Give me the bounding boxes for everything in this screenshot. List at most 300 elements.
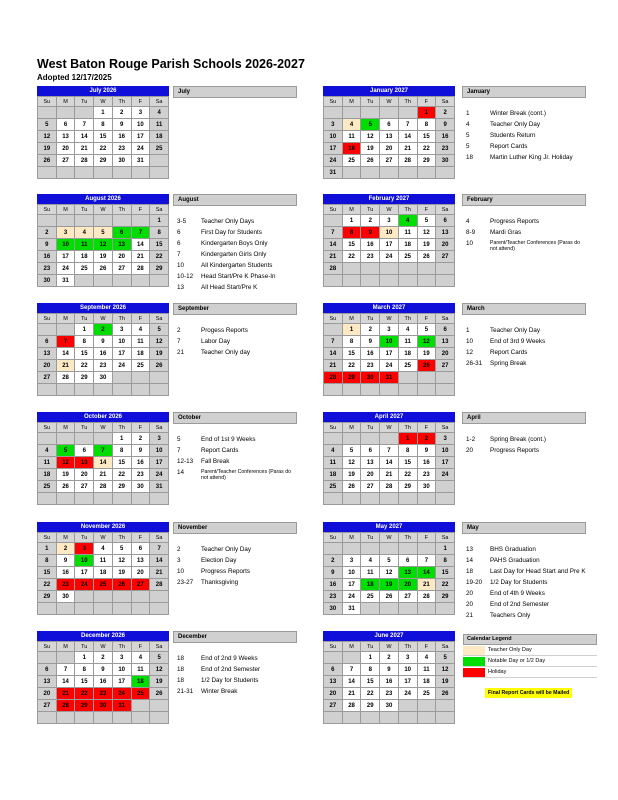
day-cell: 11 xyxy=(131,336,150,348)
weekday-header: Sa xyxy=(150,205,169,215)
month-events xyxy=(173,522,297,587)
day-cell: 18 xyxy=(398,348,417,360)
day-cell: 3 xyxy=(75,543,94,555)
day-cell: 10 xyxy=(342,567,361,579)
day-cell: 14 xyxy=(75,131,94,143)
event-item xyxy=(173,436,297,444)
event-text: BHS Graduation xyxy=(490,546,536,553)
event-item xyxy=(173,349,297,357)
day-cell xyxy=(150,700,169,712)
week-row xyxy=(324,445,455,457)
week-row xyxy=(324,579,455,591)
weekday-header: Th xyxy=(112,97,131,107)
day-cell: 21 xyxy=(417,579,436,591)
events-month-title: December xyxy=(173,631,297,643)
event-text: Parent/Teacher Conferences (Paras do not attend) xyxy=(490,240,580,252)
week-row xyxy=(38,143,169,155)
weekday-header: Th xyxy=(398,533,417,543)
day-cell xyxy=(324,493,343,505)
day-cell: 16 xyxy=(38,251,57,263)
weekday-header: M xyxy=(56,97,75,107)
day-cell: 26 xyxy=(417,360,436,372)
day-cell xyxy=(150,372,169,384)
event-item xyxy=(462,154,586,162)
day-cell: 25 xyxy=(150,143,169,155)
day-cell: 9 xyxy=(94,664,113,676)
day-cell: 14 xyxy=(324,348,343,360)
month-calendar xyxy=(37,412,169,505)
day-cell: 9 xyxy=(324,567,343,579)
event-text: 1/2 Day for Students xyxy=(201,677,259,684)
day-cell: 10 xyxy=(324,131,343,143)
event-text: End of 1st 9 Weeks xyxy=(201,436,256,443)
day-cell: 11 xyxy=(361,567,380,579)
day-cell: 30 xyxy=(38,275,57,287)
day-cell: 11 xyxy=(94,555,113,567)
day-cell xyxy=(398,275,417,287)
event-date: 18 xyxy=(466,568,474,575)
event-item xyxy=(173,557,297,565)
day-cell: 23 xyxy=(361,360,380,372)
weekday-header: Tu xyxy=(75,642,94,652)
day-cell: 31 xyxy=(56,275,75,287)
day-cell: 7 xyxy=(380,445,399,457)
day-cell: 22 xyxy=(436,579,455,591)
month-header: February 2027 xyxy=(323,194,455,204)
day-cell: 22 xyxy=(75,688,94,700)
event-date: 20 xyxy=(466,601,474,608)
day-cell: 6 xyxy=(436,215,455,227)
day-cell: 20 xyxy=(436,239,455,251)
month-header: August 2026 xyxy=(37,194,169,204)
event-item xyxy=(462,360,586,368)
day-cell: 30 xyxy=(131,481,150,493)
day-cell: 19 xyxy=(417,239,436,251)
day-cell: 4 xyxy=(131,652,150,664)
day-cell: 12 xyxy=(56,457,75,469)
week-row xyxy=(38,445,169,457)
event-date: 6 xyxy=(177,229,181,236)
day-cell: 29 xyxy=(150,263,169,275)
day-cell: 24 xyxy=(112,360,131,372)
week-row xyxy=(38,591,169,603)
weekday-header: W xyxy=(380,423,399,433)
week-row xyxy=(324,555,455,567)
events-month-title: May xyxy=(462,522,586,534)
day-cell xyxy=(38,493,57,505)
day-cell: 13 xyxy=(380,131,399,143)
day-cell: 1 xyxy=(342,324,361,336)
day-cell xyxy=(380,275,399,287)
week-row xyxy=(38,543,169,555)
day-cell xyxy=(380,543,399,555)
day-cell xyxy=(324,712,343,724)
day-cell: 9 xyxy=(380,664,399,676)
day-cell: 8 xyxy=(150,227,169,239)
day-cell: 11 xyxy=(398,336,417,348)
events-month-title: March xyxy=(462,303,586,315)
week-row xyxy=(38,360,169,372)
day-cell: 18 xyxy=(75,251,94,263)
event-text: Teacher Only Day xyxy=(201,546,252,553)
day-cell: 11 xyxy=(398,227,417,239)
day-cell: 12 xyxy=(112,555,131,567)
day-cell xyxy=(112,591,131,603)
day-cell xyxy=(112,215,131,227)
day-cell: 21 xyxy=(398,143,417,155)
day-cell xyxy=(324,215,343,227)
day-cell: 8 xyxy=(342,227,361,239)
day-cell xyxy=(75,712,94,724)
day-cell xyxy=(112,603,131,615)
event-text: Winter Break (cont.) xyxy=(490,110,546,117)
event-item xyxy=(462,557,586,565)
day-cell xyxy=(342,167,361,179)
day-cell: 24 xyxy=(150,469,169,481)
day-cell: 5 xyxy=(38,119,57,131)
month-header: March 2027 xyxy=(323,303,455,313)
week-row xyxy=(38,324,169,336)
week-row xyxy=(324,664,455,676)
event-item xyxy=(173,546,297,554)
day-cell xyxy=(324,324,343,336)
day-cell xyxy=(436,275,455,287)
legend-label: Notable Day or 1/2 Day xyxy=(488,658,546,664)
weekday-header: Sa xyxy=(150,314,169,324)
day-cell: 13 xyxy=(75,457,94,469)
day-cell: 1 xyxy=(342,215,361,227)
final-report-note: Final Report Cards will be Mailed xyxy=(485,688,572,698)
day-cell: 23 xyxy=(436,143,455,155)
month-events xyxy=(173,412,297,481)
day-cell: 12 xyxy=(417,227,436,239)
day-cell: 20 xyxy=(398,579,417,591)
day-cell: 11 xyxy=(324,457,343,469)
month-header: May 2027 xyxy=(323,522,455,532)
day-cell: 24 xyxy=(324,155,343,167)
day-cell: 19 xyxy=(361,143,380,155)
week-row xyxy=(324,603,455,615)
day-cell: 20 xyxy=(38,360,57,372)
day-cell: 12 xyxy=(361,131,380,143)
day-cell: 4 xyxy=(398,215,417,227)
day-cell: 18 xyxy=(324,469,343,481)
weekday-header: Sa xyxy=(436,533,455,543)
day-cell xyxy=(436,167,455,179)
week-row xyxy=(38,167,169,179)
event-item xyxy=(173,273,297,281)
event-date: 10 xyxy=(466,338,474,345)
day-cell xyxy=(417,263,436,275)
week-row xyxy=(324,239,455,251)
day-cell: 20 xyxy=(361,469,380,481)
adopted-date: Adopted 12/17/2025 xyxy=(37,73,112,82)
day-cell xyxy=(150,167,169,179)
day-cell: 6 xyxy=(324,664,343,676)
week-row xyxy=(324,263,455,275)
event-text: Report Cards xyxy=(201,447,239,454)
day-cell: 2 xyxy=(56,543,75,555)
calendar-legend xyxy=(463,634,597,698)
month-calendar xyxy=(323,522,455,615)
day-cell: 4 xyxy=(342,119,361,131)
day-cell xyxy=(56,493,75,505)
event-item xyxy=(173,458,297,466)
weekday-header: Th xyxy=(398,423,417,433)
day-cell: 11 xyxy=(131,664,150,676)
event-text: Teachers Only xyxy=(490,612,531,619)
day-cell: 3 xyxy=(131,107,150,119)
day-cell: 12 xyxy=(150,664,169,676)
day-cell: 14 xyxy=(56,348,75,360)
day-cell: 17 xyxy=(75,567,94,579)
day-cell: 5 xyxy=(150,652,169,664)
day-cell: 19 xyxy=(380,579,399,591)
day-cell xyxy=(436,603,455,615)
day-cell: 15 xyxy=(398,457,417,469)
week-row xyxy=(324,433,455,445)
day-cell: 4 xyxy=(361,555,380,567)
day-cell: 6 xyxy=(38,664,57,676)
weekday-header: Sa xyxy=(150,423,169,433)
event-date: 5 xyxy=(177,436,181,443)
day-cell: 10 xyxy=(150,445,169,457)
week-row xyxy=(324,215,455,227)
month-calendar xyxy=(37,522,169,615)
day-cell: 31 xyxy=(131,155,150,167)
event-item xyxy=(462,240,586,252)
week-row xyxy=(324,591,455,603)
day-cell xyxy=(342,275,361,287)
month-header: November 2026 xyxy=(37,522,169,532)
day-cell: 12 xyxy=(342,457,361,469)
event-date: 1 xyxy=(466,110,470,117)
day-cell: 21 xyxy=(150,567,169,579)
day-cell: 21 xyxy=(324,251,343,263)
month-events xyxy=(462,522,586,620)
day-cell: 29 xyxy=(436,591,455,603)
day-cell: 5 xyxy=(150,324,169,336)
events-month-title: July xyxy=(173,86,297,98)
day-cell: 22 xyxy=(150,251,169,263)
event-text: Parent/Teacher Conferences (Paras do not attend) xyxy=(201,469,291,481)
day-cell: 16 xyxy=(417,457,436,469)
weekday-header: Th xyxy=(112,314,131,324)
event-text: End of 2nd Semester xyxy=(201,666,261,673)
events-month-title: February xyxy=(462,194,586,206)
day-cell: 28 xyxy=(75,155,94,167)
month-header: April 2027 xyxy=(323,412,455,422)
day-cell xyxy=(150,603,169,615)
weekday-header: Su xyxy=(38,423,57,433)
day-cell: 4 xyxy=(131,324,150,336)
day-cell xyxy=(398,263,417,275)
weekday-header: F xyxy=(417,314,436,324)
day-cell: 17 xyxy=(380,239,399,251)
weekday-header: M xyxy=(342,423,361,433)
event-item xyxy=(462,436,586,444)
event-date: 20 xyxy=(466,590,474,597)
week-row xyxy=(38,107,169,119)
day-cell: 3 xyxy=(112,652,131,664)
event-date: 18 xyxy=(177,677,185,684)
event-item xyxy=(462,327,586,335)
day-cell xyxy=(38,603,57,615)
event-item xyxy=(462,601,586,609)
day-cell xyxy=(324,107,343,119)
day-cell: 1 xyxy=(75,652,94,664)
day-cell: 3 xyxy=(436,433,455,445)
day-cell: 12 xyxy=(380,567,399,579)
day-cell: 26 xyxy=(417,251,436,263)
day-cell: 6 xyxy=(38,336,57,348)
week-row xyxy=(38,664,169,676)
event-text: End of 3rd 9 Weeks xyxy=(490,338,546,345)
day-cell: 14 xyxy=(131,239,150,251)
day-cell: 1 xyxy=(75,324,94,336)
week-row xyxy=(324,481,455,493)
day-cell: 17 xyxy=(398,676,417,688)
event-text: First Day for Students xyxy=(201,229,262,236)
events-month-title: November xyxy=(173,522,297,534)
day-cell: 8 xyxy=(75,336,94,348)
day-cell: 31 xyxy=(112,700,131,712)
page-title: West Baton Rouge Parish Schools 2026-2027 xyxy=(37,57,305,71)
weekday-header: M xyxy=(56,642,75,652)
week-row xyxy=(324,107,455,119)
event-item xyxy=(173,677,297,685)
day-cell: 13 xyxy=(38,676,57,688)
day-cell xyxy=(75,167,94,179)
day-cell: 16 xyxy=(361,239,380,251)
event-date: 12-13 xyxy=(177,458,194,465)
week-row xyxy=(38,700,169,712)
day-cell xyxy=(380,263,399,275)
weekday-header: M xyxy=(342,314,361,324)
event-text: Progress Reports xyxy=(490,218,539,225)
day-cell: 10 xyxy=(112,336,131,348)
day-cell: 8 xyxy=(361,664,380,676)
event-item xyxy=(173,666,297,674)
week-row xyxy=(324,700,455,712)
day-cell: 19 xyxy=(38,143,57,155)
event-item xyxy=(462,579,586,587)
day-cell: 24 xyxy=(436,469,455,481)
day-cell xyxy=(38,652,57,664)
day-cell xyxy=(94,215,113,227)
day-cell: 22 xyxy=(398,469,417,481)
event-item xyxy=(173,579,297,587)
day-cell xyxy=(94,591,113,603)
day-cell: 1 xyxy=(436,543,455,555)
day-cell: 6 xyxy=(436,324,455,336)
day-cell: 10 xyxy=(380,336,399,348)
week-row xyxy=(38,155,169,167)
day-cell: 13 xyxy=(436,227,455,239)
day-cell: 22 xyxy=(112,469,131,481)
day-cell: 25 xyxy=(94,579,113,591)
day-cell: 16 xyxy=(361,348,380,360)
day-cell: 23 xyxy=(56,579,75,591)
event-item xyxy=(462,447,586,455)
day-cell: 21 xyxy=(56,360,75,372)
day-cell: 2 xyxy=(131,433,150,445)
weekday-header: Sa xyxy=(436,314,455,324)
weekday-header: Sa xyxy=(150,533,169,543)
day-cell: 28 xyxy=(342,700,361,712)
day-cell: 17 xyxy=(342,579,361,591)
day-cell: 29 xyxy=(361,700,380,712)
day-cell xyxy=(324,384,343,396)
week-row xyxy=(324,348,455,360)
month-header: December 2026 xyxy=(37,631,169,641)
day-cell: 27 xyxy=(398,591,417,603)
day-cell: 7 xyxy=(324,336,343,348)
day-cell: 28 xyxy=(131,263,150,275)
day-cell: 25 xyxy=(417,688,436,700)
day-cell: 28 xyxy=(324,372,343,384)
day-cell xyxy=(131,384,150,396)
weekday-header: W xyxy=(380,533,399,543)
day-cell: 4 xyxy=(150,107,169,119)
event-item xyxy=(462,218,586,226)
day-cell xyxy=(94,493,113,505)
day-cell: 29 xyxy=(38,591,57,603)
weekday-header: Tu xyxy=(361,533,380,543)
event-date: 14 xyxy=(177,469,185,476)
weekday-header: Su xyxy=(324,533,343,543)
weekday-header: Tu xyxy=(75,205,94,215)
day-cell: 2 xyxy=(380,652,399,664)
day-cell xyxy=(56,712,75,724)
day-cell: 15 xyxy=(75,348,94,360)
month-header: June 2027 xyxy=(323,631,455,641)
weekday-header: F xyxy=(417,205,436,215)
day-cell: 19 xyxy=(94,251,113,263)
day-cell: 26 xyxy=(380,591,399,603)
day-cell: 3 xyxy=(324,119,343,131)
week-row xyxy=(324,567,455,579)
day-cell: 27 xyxy=(361,481,380,493)
month-calendar xyxy=(323,412,455,505)
day-cell xyxy=(361,107,380,119)
weekday-header: F xyxy=(417,642,436,652)
day-cell: 14 xyxy=(342,676,361,688)
event-date: 21-31 xyxy=(177,688,194,695)
event-text: Spring Break xyxy=(490,360,527,367)
month-events xyxy=(462,303,586,368)
day-cell: 16 xyxy=(131,457,150,469)
day-cell xyxy=(56,384,75,396)
legend-item xyxy=(463,667,597,678)
event-date: 7 xyxy=(177,251,181,258)
day-cell: 23 xyxy=(361,251,380,263)
day-cell xyxy=(324,652,343,664)
day-cell xyxy=(75,591,94,603)
week-row xyxy=(324,143,455,155)
event-date: 5 xyxy=(466,132,470,139)
day-cell xyxy=(361,712,380,724)
day-cell xyxy=(75,493,94,505)
day-cell: 30 xyxy=(94,700,113,712)
day-cell: 24 xyxy=(112,688,131,700)
day-cell: 17 xyxy=(150,457,169,469)
day-cell: 26 xyxy=(150,688,169,700)
week-row xyxy=(324,384,455,396)
day-cell: 21 xyxy=(56,688,75,700)
day-cell: 3 xyxy=(342,555,361,567)
month-calendar xyxy=(323,194,455,287)
